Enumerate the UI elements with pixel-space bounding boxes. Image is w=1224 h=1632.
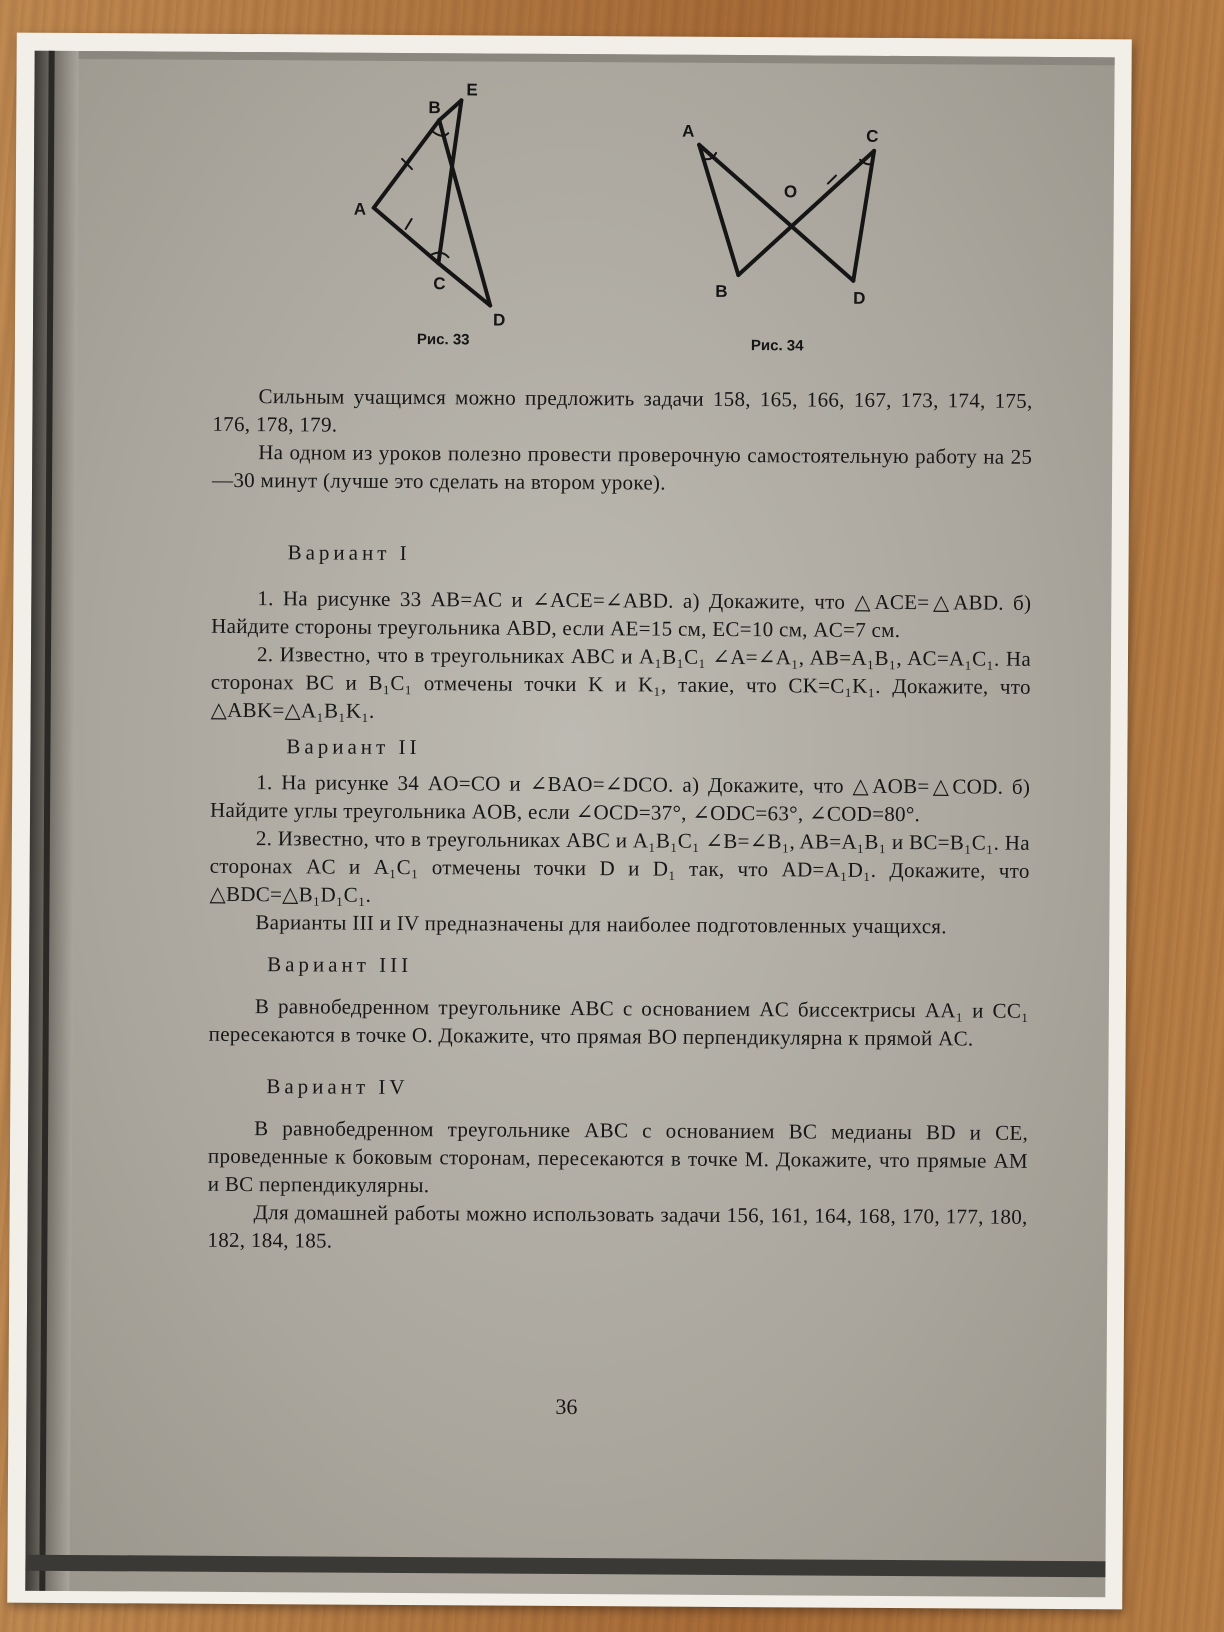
fig34-label-a: A [682,121,695,141]
variant-4-task: В равнобедренном треугольнике ABC с основанием BC медианы BD и CE, проведенные к боковым сторонам, пересекаются в точке M. Докажите, что прямые AM и BC перпендикулярны. [207,1116,1029,1198]
variant-1-task-1: 1. На рисунке 33 AB=AC и ∠ACE=∠ABD. а) Докажите, что △ACE=△ABD. б) Найдите стороны треугольника ABD, если AE=15 см, EC=10 см, AC=7 см. [211,586,1032,643]
homework-note: Для домашней работы можно использовать задачи 156, 161, 164, 168, 170, 177, 180, 182, 184, 185. [207,1200,1028,1253]
fig33-label-e: E [466,80,478,100]
variant-2-task-2: 2. Известно, что в треугольниках ABC и A₁B₁C₁ ∠B=∠B₁, AB=A₁B₁ и BC=B₁C₁. На сторонах AC и A₁C₁ отмечены точки D и D₁ так, что AD=A₁D₁. Докажите, что △BDC=△B₁D₁C₁. [209,826,1030,907]
page-number: 36 [555,1393,578,1420]
variant-1-task-2: 2. Известно, что в треугольниках ABC и A₁B₁C₁ ∠A=∠A₁, AB=A₁B₁, AC=A₁C₁. На сторонах BC и B₁C₁ отмечены точки K и K₁, такие, что CK=C₁K₁. Докажите, что △ABK=△A₁B₁K₁. [210,642,1032,723]
fig33-angle-b [432,131,448,136]
figure-33-diagram [353,73,915,366]
fig33-label-b: B [428,98,441,118]
photocopied-page [7,33,1132,1610]
fig33-label-d: D [493,310,506,330]
figure-34-caption: Рис. 34 [750,337,804,355]
variant-2-task-1: 1. На рисунке 34 AO=CO и ∠BAO=∠DCO. а) Докажите, что △AOB=△COD. б) Найдите углы треугольника AOB, если ∠OCD=37°, ∠ODC=63°, ∠COD=80°. [209,770,1031,827]
intro-paragraph-2: На одном из уроков полезно провести проверочную самостоятельную работу на 25—30 минут (лучше это сделать на втором уроке). [212,440,1033,495]
variant-4-heading: Вариант IV [266,1074,409,1100]
binding-shadow [25,51,78,1591]
variant-3-task: В равнобедренном треугольнике ABC с основанием AC биссектрисы AA₁ и CC₁ пересекаются в точке O. Докажите, что прямая BO перпендикулярна к прямой AC. [208,994,1029,1051]
variant-2-heading: Вариант II [286,734,421,760]
fig34-label-o: O [783,182,798,202]
intro-paragraph-1: Сильным учащимся можно предложить задачи 158, 165, 166, 167, 173, 174, 175, 176, 178, 179. [212,384,1033,437]
figure-33-caption: Рис. 33 [416,331,470,349]
bottom-edge-shadow [25,1555,1105,1578]
variant-1-heading: Вариант I [287,540,411,566]
main-text [207,382,1032,1259]
fig34-segment-cd [853,151,874,281]
fig34-tick-co [828,176,836,184]
variant-3-heading: Вариант III [267,952,413,978]
fig33-tick-ac [406,219,412,229]
fig34-label-d: D [853,288,866,308]
fig33-label-c: C [433,274,446,294]
fig34-segment-bc [738,150,874,276]
page-content [25,51,1114,1598]
fig33-label-a: A [353,199,367,219]
fig34-label-b: B [715,281,728,301]
fig33-segment-ac [373,208,438,263]
fig34-label-c: C [866,126,879,146]
top-edge-shadow [79,51,1115,65]
variant-2-note: Варианты III и IV предназначены для наиболее подготовленных учащихся. [255,910,947,939]
figures-area [353,73,915,366]
